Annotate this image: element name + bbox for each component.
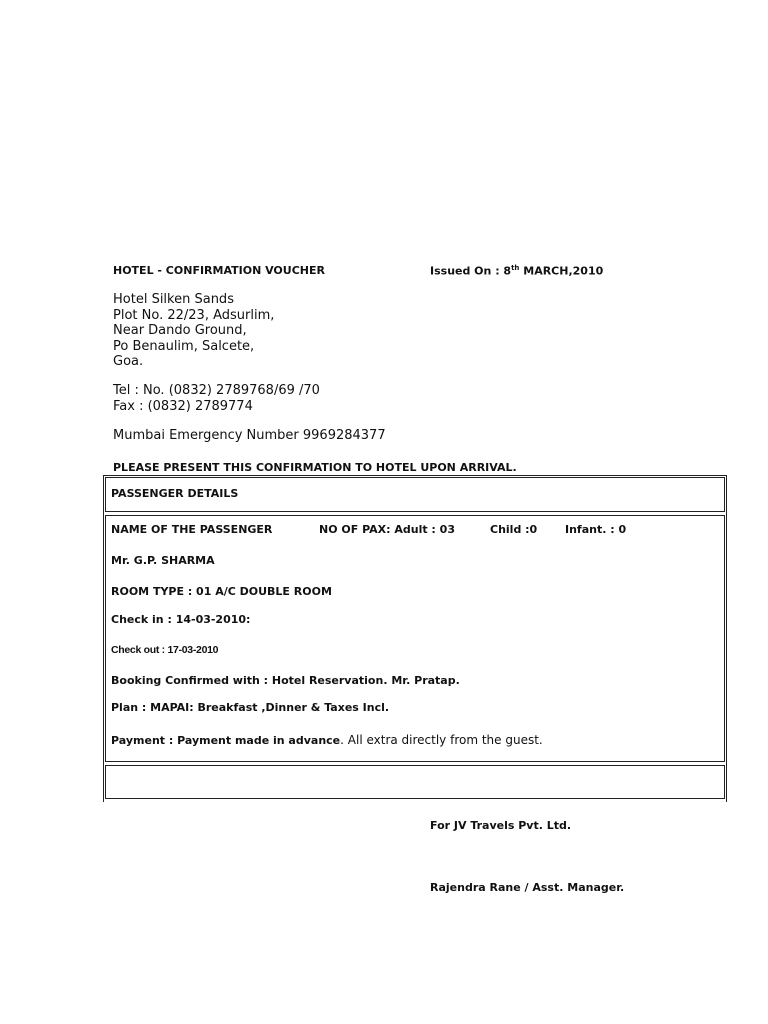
pax-infant: Infant. : 0 <box>565 523 627 536</box>
passenger-details-body <box>105 515 725 762</box>
booking-confirmed: Booking Confirmed with : Hotel Reservation. Mr. Pratap. <box>111 674 460 687</box>
address-line: Goa. <box>113 354 144 369</box>
signatory: Rajendra Rane / Asst. Manager. <box>430 881 625 894</box>
hotel-tel: Tel : No. (0832) 2789768/69 /70 <box>113 383 320 398</box>
hotel-name: Hotel Silken Sands <box>113 292 234 307</box>
passenger-details-header <box>105 477 725 512</box>
passenger-name: Mr. G.P. SHARMA <box>111 554 215 567</box>
address-line: Po Benaulim, Salcete, <box>113 338 255 354</box>
arrival-notice: PLEASE PRESENT THIS CONFIRMATION TO HOTEL UPON ARRIVAL. <box>113 461 517 474</box>
room-type: ROOM TYPE : 01 A/C DOUBLE ROOM <box>111 585 332 598</box>
hotel-address <box>113 292 274 370</box>
check-in: Check in : 14-03-2010: <box>111 613 251 626</box>
pax-adult: NO OF PAX: Adult : 03 <box>319 523 455 536</box>
contact-block <box>113 383 320 414</box>
meal-plan: Plan : MAPAI: Breakfast ,Dinner & Taxes Incl. <box>111 701 390 714</box>
name-label: NAME OF THE PASSENGER <box>111 523 273 536</box>
emergency-number: Mumbai Emergency Number 9969284377 <box>113 428 386 443</box>
address-line: Near Dando Ground, <box>113 323 247 338</box>
voucher-title: HOTEL - CONFIRMATION VOUCHER <box>113 264 325 277</box>
payment-info: Payment : Payment made in advance. All extra directly from the guest. <box>111 733 543 747</box>
pax-child: Child :0 <box>490 523 538 536</box>
issued-date: Issued On : 8th MARCH,2010 <box>430 264 604 278</box>
check-out: Check out : 17-03-2010 <box>111 644 219 656</box>
section-heading: PASSENGER DETAILS <box>111 487 239 500</box>
empty-row <box>105 765 725 799</box>
company-name: For JV Travels Pvt. Ltd. <box>430 819 572 832</box>
address-line: Plot No. 22/23, Adsurlim, <box>113 307 275 323</box>
hotel-fax: Fax : (0832) 2789774 <box>113 398 253 414</box>
